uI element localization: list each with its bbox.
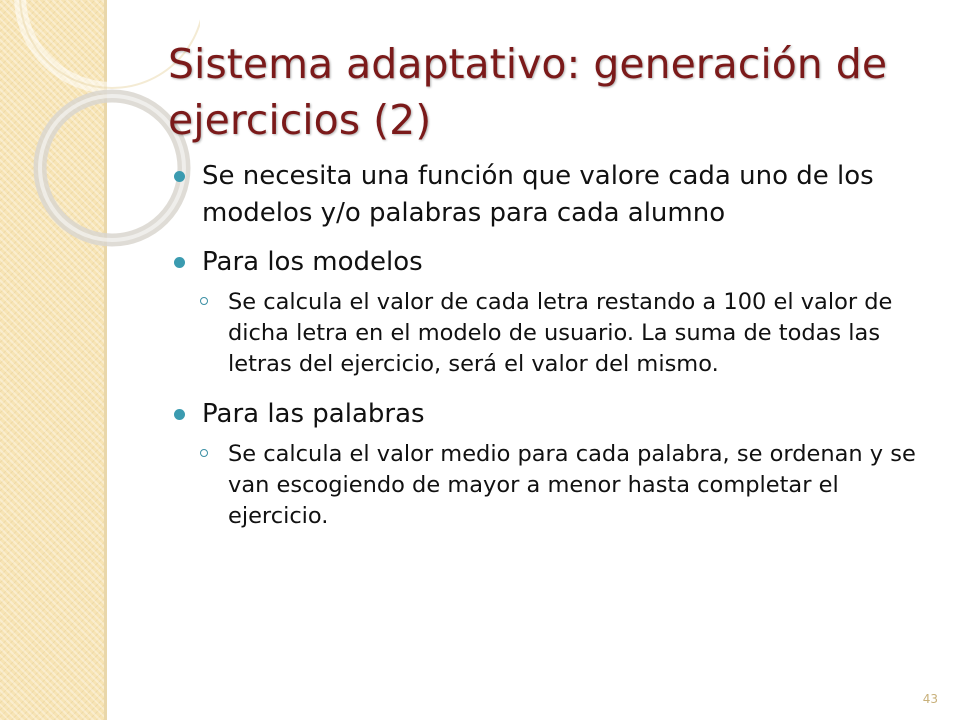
sub-bullet-ring-icon xyxy=(200,449,208,457)
sub-bullet-text: Se calcula el valor de cada letra restando a 100 el valor de dicha letra en el modelo de usuario. La suma de todas las letras del ejercicio, será el valor del mismo. xyxy=(228,289,893,377)
slide-number: 43 xyxy=(922,692,938,706)
bullet-text: Para los modelos xyxy=(202,247,423,277)
bullet-text: Se necesita una función que valore cada uno de los modelos y/o palabras para cada alumno xyxy=(202,161,874,228)
bullet-dot-icon xyxy=(174,171,185,182)
bullet-dot-icon xyxy=(174,257,185,268)
slide-title: Sistema adaptativo: generación de ejercicios (2) xyxy=(168,40,888,144)
sub-bullet-text: Se calcula el valor medio para cada palabra, se ordenan y se van escogiendo de mayor a menor hasta completar el ejercicio. xyxy=(228,441,916,529)
sub-bullet-item xyxy=(172,287,937,380)
sub-bullet-item xyxy=(172,439,937,532)
slide-content xyxy=(172,158,937,548)
bullet-item xyxy=(172,396,937,433)
bullet-item xyxy=(172,158,937,232)
sub-bullet-ring-icon xyxy=(200,297,208,305)
bullet-text: Para las palabras xyxy=(202,399,425,429)
bullet-dot-icon xyxy=(174,409,185,420)
bullet-item xyxy=(172,244,937,281)
